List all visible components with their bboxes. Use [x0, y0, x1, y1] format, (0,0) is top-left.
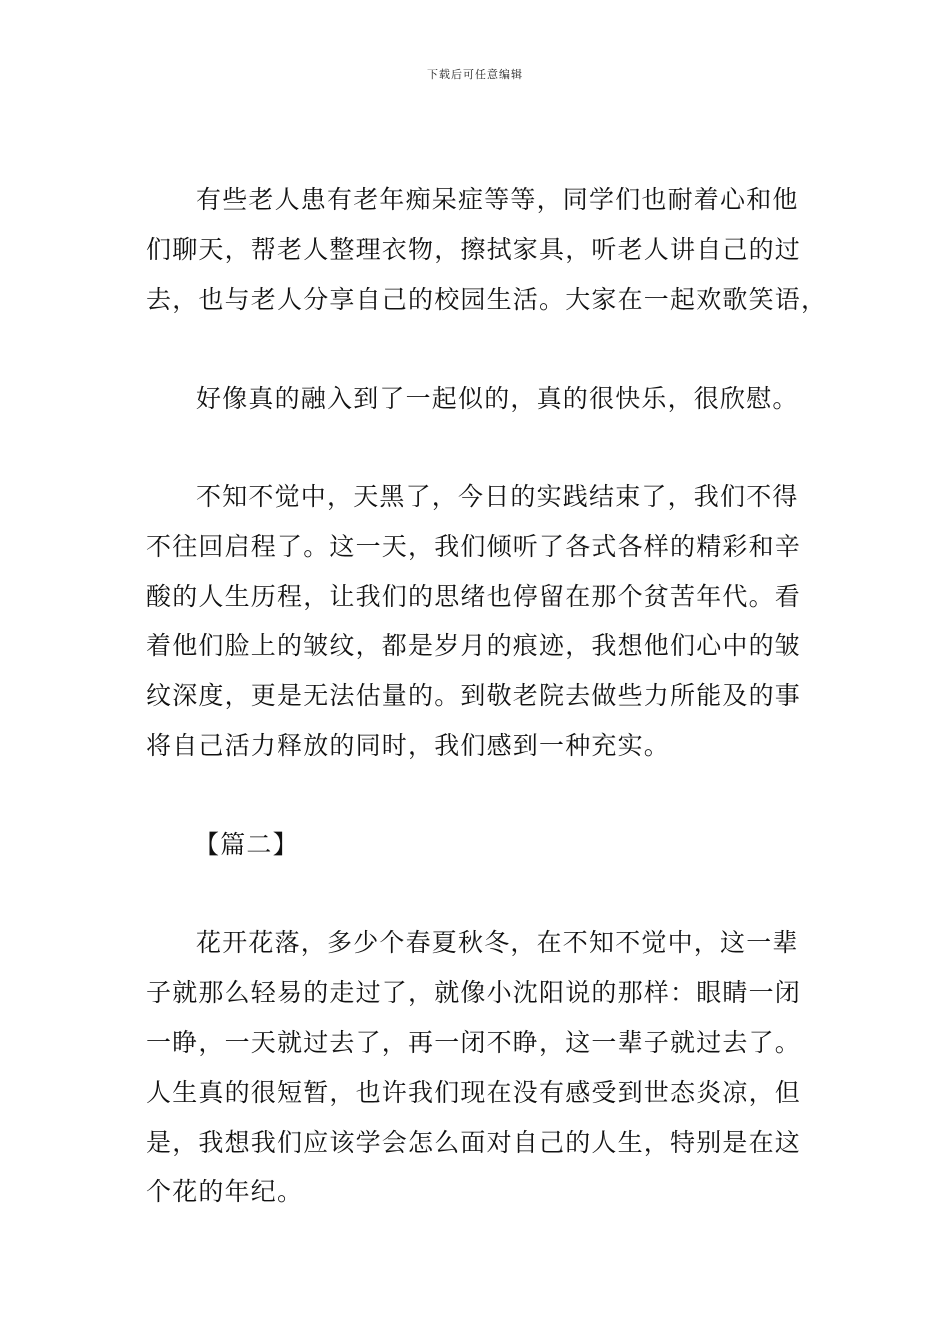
paragraph-3-line-6: 将自己活力释放的同时，我们感到一种充实。 — [146, 731, 671, 760]
paragraph-1-line-2: 们聊天，帮老人整理衣物，擦拭家具，听老人讲自己的过 — [146, 235, 802, 264]
paragraph-4-line-2: 子就那么轻易的走过了，就像小沈阳说的那样：眼睛一闭 — [146, 978, 802, 1007]
paragraph-2-line-1: 好像真的融入到了一起似的，真的很快乐，很欣慰。 — [196, 384, 799, 413]
paragraph-4-line-5: 是，我想我们应该学会怎么面对自己的人生，特别是在这 — [146, 1128, 802, 1157]
paragraph-4-line-4: 人生真的很短暂，也许我们现在没有感受到世态炎凉，但 — [146, 1078, 802, 1107]
section-heading: 【篇二】 — [194, 830, 299, 859]
paragraph-3-line-4: 着他们脸上的皱纹，都是岁月的痕迹，我想他们心中的皱 — [146, 631, 802, 660]
paragraph-4-line-1: 花开花落，多少个春夏秋冬，在不知不觉中，这一辈 — [196, 928, 799, 957]
paragraph-3-line-3: 酸的人生历程，让我们的思绪也停留在那个贫苦年代。看 — [146, 582, 802, 611]
paragraph-4-line-3: 一睁，一天就过去了，再一闭不睁，这一辈子就过去了。 — [146, 1028, 802, 1057]
paragraph-1-line-3: 去，也与老人分享自己的校园生活。大家在一起欢歌笑语， — [146, 285, 828, 314]
paragraph-1-line-1: 有些老人患有老年痴呆症等等，同学们也耐着心和他 — [196, 185, 799, 214]
paragraph-3-line-5: 纹深度，更是无法估量的。到敬老院去做些力所能及的事 — [146, 681, 802, 710]
paragraph-3-line-2: 不往回启程了。这一天，我们倾听了各式各样的精彩和辛 — [146, 532, 802, 561]
page-header: 下载后可任意编辑 — [427, 68, 523, 81]
paragraph-3-line-1: 不知不觉中，天黑了，今日的实践结束了，我们不得 — [196, 482, 799, 511]
paragraph-4-line-6: 个花的年纪。 — [146, 1177, 304, 1206]
